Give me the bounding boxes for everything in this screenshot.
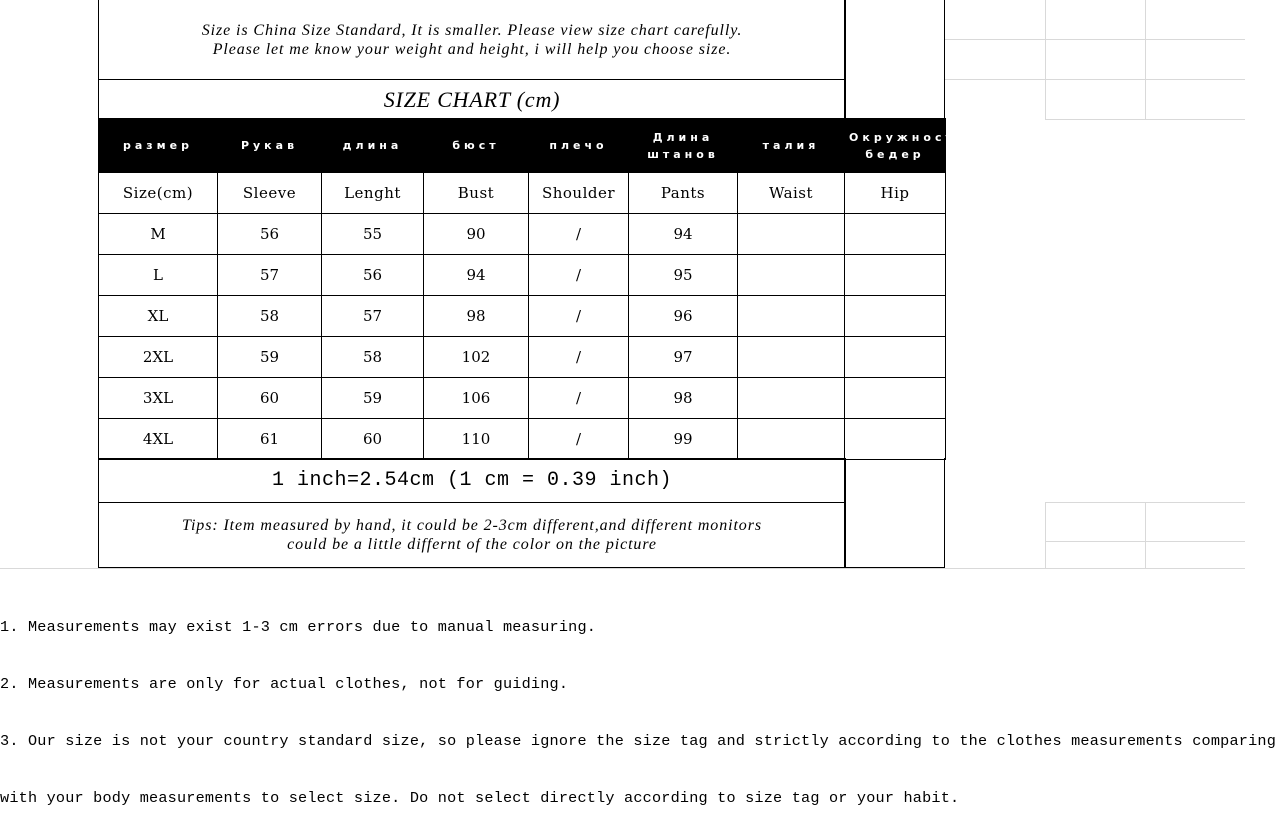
header-en-cell: Hip <box>845 173 946 214</box>
sheet-gridline <box>945 79 1245 80</box>
measurement-cell: 60 <box>322 419 424 460</box>
table-row <box>99 214 946 255</box>
blank-cell <box>844 0 945 119</box>
header-en-cell: Sleeve <box>218 173 322 214</box>
size-cell: 3XL <box>99 378 218 419</box>
table-row <box>99 296 946 337</box>
header-ru-cell: размер <box>99 119 218 173</box>
note-line: 3. Our size is not your country standard size, so please ignore the size tag and strictly according to the clothes measurements comparing <box>0 732 1276 750</box>
measurement-cell: 57 <box>322 296 424 337</box>
size-cell: L <box>99 255 218 296</box>
size-cell: 4XL <box>99 419 218 460</box>
russian-header-row <box>99 119 946 173</box>
note-line: 1. Measurements may exist 1-3 cm errors due to manual measuring. <box>0 618 597 636</box>
size-notice-line-2: Please let me know your weight and height, i will help you choose size. <box>212 40 732 58</box>
table-row <box>99 255 946 296</box>
measurement-cell: 96 <box>629 296 738 337</box>
measurement-cell: 95 <box>629 255 738 296</box>
english-header-row <box>99 173 946 214</box>
header-ru-cell: талия <box>738 119 845 173</box>
header-ru-cell: Длина штанов <box>629 119 738 173</box>
measurement-cell: 55 <box>322 214 424 255</box>
measurement-notes <box>0 580 1276 827</box>
measurement-cell: 99 <box>629 419 738 460</box>
header-ru-cell: бюст <box>424 119 529 173</box>
table-row <box>99 419 946 460</box>
measurement-cell: 56 <box>218 214 322 255</box>
tips-note <box>98 502 846 568</box>
size-table <box>98 118 967 460</box>
header-ru-cell: Рукав <box>218 119 322 173</box>
tips-line-1: Tips: Item measured by hand, it could be 2-3cm different,and different monitors <box>182 517 762 534</box>
sheet-gridline <box>1045 541 1245 542</box>
header-en-cell: Pants <box>629 173 738 214</box>
measurement-cell: 61 <box>218 419 322 460</box>
size-notice-line-1: Size is China Size Standard, It is smaller. Please view size chart carefully. <box>201 21 743 39</box>
measurement-cell: 58 <box>218 296 322 337</box>
header-ru-cell: длина <box>322 119 424 173</box>
size-chart-sheet <box>98 0 967 568</box>
measurement-cell: / <box>529 378 629 419</box>
measurement-cell: 59 <box>322 378 424 419</box>
measurement-cell: 110 <box>424 419 529 460</box>
header-en-cell: Lenght <box>322 173 424 214</box>
measurement-cell <box>738 296 845 337</box>
sheet-gridline <box>0 568 1245 569</box>
measurement-cell: 59 <box>218 337 322 378</box>
table-row <box>99 337 946 378</box>
measurement-cell: 57 <box>218 255 322 296</box>
header-ru-cell: Окружность бедер <box>845 119 946 173</box>
size-cell: M <box>99 214 218 255</box>
measurement-cell: / <box>529 337 629 378</box>
sheet-gridline <box>1145 0 1146 120</box>
note-line: 2. Measurements are only for actual clothes, not for guiding. <box>0 675 569 693</box>
sheet-gridline <box>1045 502 1046 568</box>
unit-conversion: 1 inch=2.54cm (1 cm = 0.39 inch) <box>98 458 846 503</box>
header-en-cell: Size(cm) <box>99 173 218 214</box>
measurement-cell: 97 <box>629 337 738 378</box>
measurement-cell <box>845 419 946 460</box>
header-ru-cell: плечо <box>529 119 629 173</box>
measurement-cell: / <box>529 419 629 460</box>
measurement-cell: 60 <box>218 378 322 419</box>
sheet-gridline <box>1145 502 1146 568</box>
sheet-gridline <box>1045 502 1245 503</box>
measurement-cell: 98 <box>424 296 529 337</box>
sheet-gridline <box>1045 119 1245 120</box>
measurement-cell <box>845 378 946 419</box>
measurement-cell <box>845 214 946 255</box>
measurement-cell <box>738 378 845 419</box>
header-en-cell: Shoulder <box>529 173 629 214</box>
measurement-cell <box>845 255 946 296</box>
measurement-cell <box>738 337 845 378</box>
size-cell: XL <box>99 296 218 337</box>
header-en-cell: Waist <box>738 173 845 214</box>
measurement-cell: / <box>529 255 629 296</box>
measurement-cell: 106 <box>424 378 529 419</box>
size-cell: 2XL <box>99 337 218 378</box>
measurement-cell: 56 <box>322 255 424 296</box>
sheet-gridline <box>1045 0 1046 120</box>
measurement-cell: 58 <box>322 337 424 378</box>
table-row <box>99 378 946 419</box>
sheet-gridline <box>945 39 1245 40</box>
measurement-cell <box>738 255 845 296</box>
measurement-cell: 98 <box>629 378 738 419</box>
chart-title: SIZE CHART (cm) <box>98 79 846 119</box>
tips-line-2: could be a little differnt of the color on the picture <box>287 536 657 553</box>
measurement-cell <box>738 419 845 460</box>
blank-cell <box>844 458 945 568</box>
measurement-cell: 94 <box>424 255 529 296</box>
measurement-cell: 90 <box>424 214 529 255</box>
measurement-cell: 94 <box>629 214 738 255</box>
measurement-cell <box>845 337 946 378</box>
measurement-cell <box>845 296 946 337</box>
note-line: with your body measurements to select size. Do not select directly according to size tag or your habit. <box>0 789 960 807</box>
measurement-cell: 102 <box>424 337 529 378</box>
size-notice <box>98 0 846 80</box>
measurement-cell <box>738 214 845 255</box>
header-en-cell: Bust <box>424 173 529 214</box>
measurement-cell: / <box>529 296 629 337</box>
measurement-cell: / <box>529 214 629 255</box>
